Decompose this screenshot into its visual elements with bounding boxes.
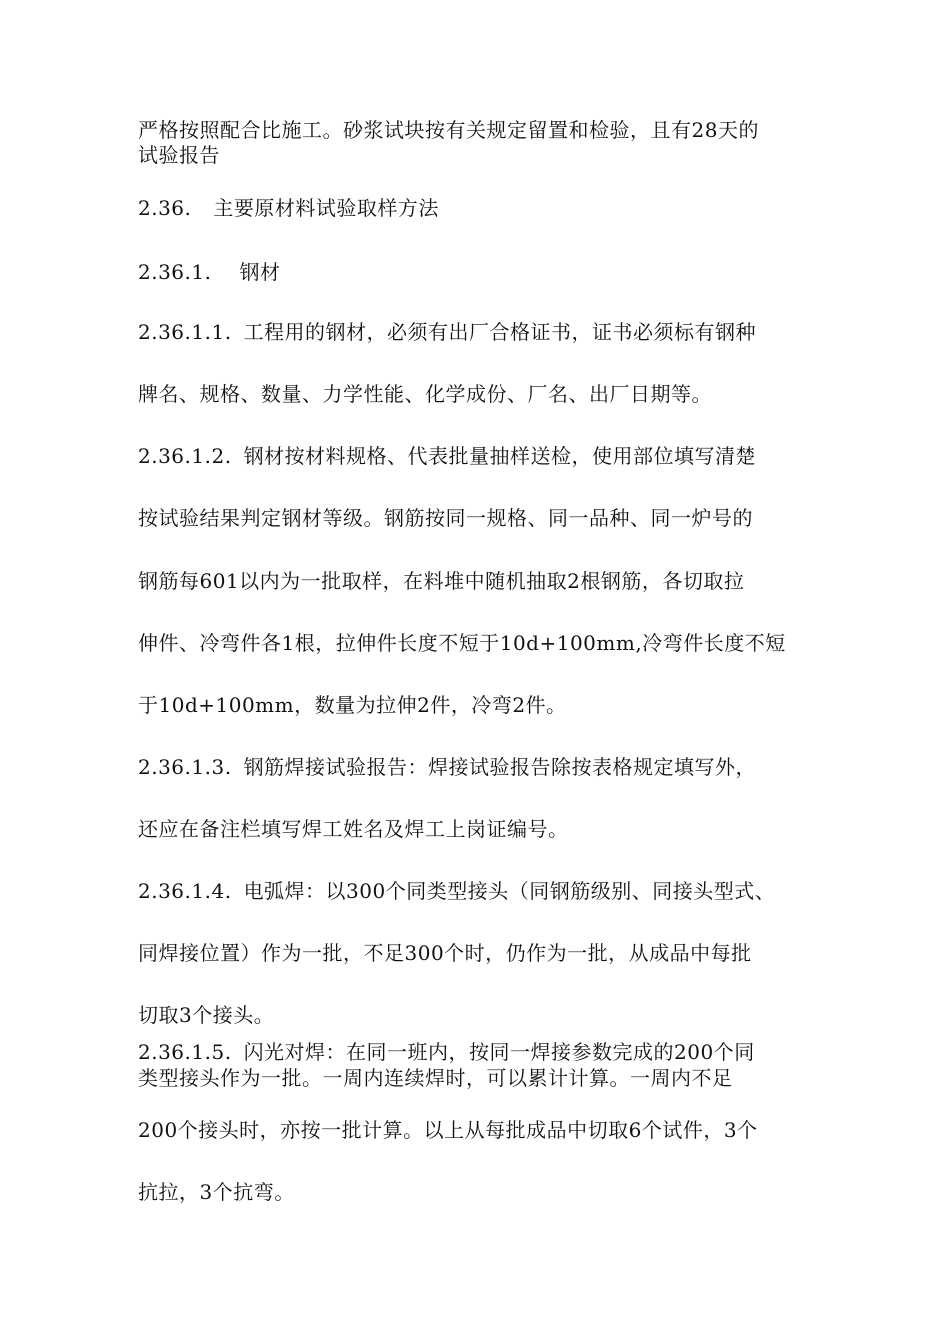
paragraph-line (138, 118, 759, 142)
line-text: 伸件、冷弯件各1根，拉伸件长度不短于10d+100mm,冷弯件长度不短 (138, 631, 786, 655)
paragraph-line (138, 506, 753, 530)
clause-2-36-1-3 (138, 755, 756, 779)
line-text: 抗拉，3个抗弯。 (138, 1180, 295, 1204)
clause-number: 2.36.1.2. (138, 444, 232, 468)
paragraph-line (138, 693, 567, 717)
line-text: 类型接头作为一批。一周内连续焊时，可以累计计算。一周内不足 (138, 1066, 733, 1090)
line-text: 200个接头时，亦按一批计算。以上从每批成品中切取6个试件，3个 (138, 1118, 758, 1142)
line-text: 工程用的钢材，必须有出厂合格证书，证书必须标有钢种 (243, 320, 757, 344)
clause-2-36-1-1 (138, 320, 756, 344)
paragraph-line (138, 1066, 733, 1090)
clause-number: 2.36.1.4. (138, 879, 232, 903)
paragraph-line (138, 941, 752, 965)
line-text: 切取3个接头。 (138, 1003, 275, 1027)
paragraph-line (138, 569, 744, 593)
paragraph-line (138, 382, 712, 406)
line-text: 钢筋每601以内为一批取样，在料堆中随机抽取2根钢筋，各切取拉 (138, 569, 745, 593)
paragraph-line (138, 1003, 274, 1027)
clause-number: 2.36.1.5. (138, 1040, 232, 1064)
line-text: 钢材按材料规格、代表批量抽样送检，使用部位填写清楚 (243, 444, 757, 468)
line-text: 闪光对焊：在同一班内，按同一焊接参数完成的200个同 (243, 1040, 755, 1064)
paragraph-line (138, 143, 220, 167)
section-title: 主要原材料试验取样方法 (213, 196, 439, 220)
paragraph-line (138, 1118, 758, 1142)
line-text: 严格按照配合比施工。砂浆试块按有关规定留置和检验，且有28天的 (138, 118, 759, 142)
section-number: 2.36.1. (138, 260, 212, 284)
line-text: 还应在备注栏填写焊工姓名及焊工上岗证编号。 (138, 817, 569, 841)
section-number: 2.36. (138, 196, 192, 220)
section-heading-2-36-1 (138, 260, 280, 284)
paragraph-line (138, 631, 786, 655)
line-text: 电弧焊：以300个同类型接头（同钢筋级别、同接头型式、 (243, 879, 776, 903)
clause-number: 2.36.1.1. (138, 320, 232, 344)
section-heading-2-36 (138, 196, 439, 220)
line-text: 于10d+100mm，数量为拉伸2件，冷弯2件。 (138, 693, 567, 717)
line-text: 牌名、规格、数量、力学性能、化学成份、厂名、出厂日期等。 (138, 382, 712, 406)
clause-2-36-1-2 (138, 444, 756, 468)
line-text: 同焊接位置）作为一批，不足300个时，仍作为一批，从成品中每批 (138, 941, 752, 965)
line-text: 试验报告 (138, 143, 220, 167)
clause-2-36-1-4 (138, 879, 775, 903)
clause-2-36-1-5 (138, 1040, 755, 1064)
section-title: 钢材 (239, 260, 281, 284)
clause-number: 2.36.1.3. (138, 755, 232, 779)
line-text: 钢筋焊接试验报告：焊接试验报告除按表格规定填写外， (243, 755, 757, 779)
paragraph-line (138, 817, 569, 841)
line-text: 按试验结果判定钢材等级。钢筋按同一规格、同一品种、同一炉号的 (138, 506, 753, 530)
paragraph-line (138, 1180, 295, 1204)
